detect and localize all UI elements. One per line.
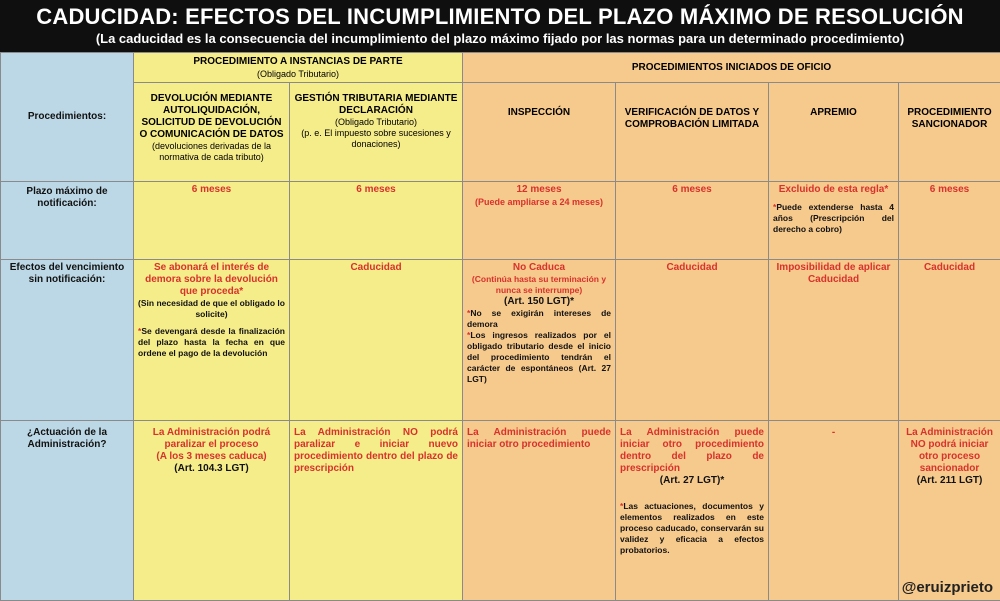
actuacion-devolucion: La Administración podrá paralizar el proceso (A los 3 meses caduca) (Art. 104.3 LGT) [134,421,290,601]
efectos-inspeccion-note2: *Los ingresos realizados por el obligado tributario desde el inicio del procedimiento tendrán el carácter de espontáneos (Art. 27 LGT) [467,330,611,385]
plazo-sancionador: 6 meses [899,182,1000,260]
proc-gestion-sub2: (p. e. El impuesto sobre sucesiones y donaciones) [294,128,458,150]
actuacion-inspeccion: La Administración puede iniciar otro procedimiento [463,421,616,601]
proc-inspeccion-title: INSPECCIÓN [467,107,611,119]
efectos-row [1,260,1000,421]
group-oficio-label: PROCEDIMIENTOS INICIADOS DE OFICIO [632,62,831,73]
group-parte-label: PROCEDIMIENTO A INSTANCIAS DE PARTE [193,56,402,67]
actuacion-sancionador: La Administración NO podrá iniciar otro proceso sancionador (Art. 211 LGT) [899,421,1000,601]
efectos-verificacion: Caducidad [616,260,769,421]
row-label-plazo: Plazo máximo de notificación: [1,182,134,260]
caducidad-table [0,52,1000,601]
row-label-procedimientos: Procedimientos: [1,53,134,182]
efectos-devolucion: Se abonará el interés de demora sobre la devolución que proceda* (Sin necesidad de que el obligado lo solicite) *Se devengará desde la finalización del plazo hasta la fecha en que ordene el pago de la devolución [134,260,290,421]
proc-gestion-sub1: (Obligado Tributario) [294,117,458,128]
proc-devolucion-title: DEVOLUCIÓN MEDIANTE AUTOLIQUIDACIÓN, SOLICITUD DE DEVOLUCIÓN O COMUNICACIÓN DE DATOS [138,93,285,141]
actuacion-row [1,421,1000,601]
proc-sancionador-title: PROCEDIMIENTO SANCIONADOR [903,107,996,131]
page-title: CADUCIDAD: EFECTOS DEL INCUMPLIMIENTO DEL PLAZO MÁXIMO DE RESOLUCIÓN [0,0,1000,31]
actuacion-apremio: - [769,421,899,601]
proc-verificacion [616,83,769,182]
row-label-actuacion: ¿Actuación de la Administración? [1,421,134,601]
proc-gestion [290,83,463,182]
actuacion-gestion: La Administración NO podrá paralizar e iniciar nuevo procedimiento dentro del plazo de prescripción [290,421,463,601]
efectos-apremio: Imposibilidad de aplicar Caducidad [769,260,899,421]
actuacion-verificacion-note: *Las actuaciones, documentos y elementos realizados en este proceso caducado, conservarán su validez y eficacia a efectos probatorios. [620,501,764,556]
proc-apremio [769,83,899,182]
group-header-row [1,53,1000,83]
plazo-devolucion: 6 meses [134,182,290,260]
plazo-verificacion: 6 meses [616,182,769,260]
group-parte [134,53,463,83]
proc-verificacion-title: VERIFICACIÓN DE DATOS Y COMPROBACIÓN LIMITADA [620,107,764,131]
page-subtitle: (La caducidad es la consecuencia del incumplimiento del plazo máximo fijado por las normas para un determinado procedimiento) [0,31,1000,47]
procedures-row [1,83,1000,182]
efectos-inspeccion: No Caduca (Continúa hasta su terminación y nunca se interrumpe) (Art. 150 LGT)* *No se exigirán intereses de demora *Los ingresos realizados por el obligado tributario desde el inicio del procedimiento tendrán el carácter de espontáneos (Art. 27 LGT) [463,260,616,421]
row-label-efectos: Efectos del vencimiento sin notificación: [1,260,134,421]
proc-inspeccion [463,83,616,182]
plazo-apremio-note: *Puede extenderse hasta 4 años (Prescripción del derecho a cobro) [773,202,894,235]
proc-devolucion [134,83,290,182]
efectos-devolucion-note: *Se devengará desde la finalización del plazo hasta la fecha en que ordene el pago de la devolución [138,326,285,359]
plazo-apremio: Excluido de esta regla* *Puede extenderse hasta 4 años (Prescripción del derecho a cobro) [769,182,899,260]
actuacion-verificacion: La Administración puede iniciar otro procedimiento dentro del plazo de prescripción (Art. 27 LGT)* *Las actuaciones, documentos y elementos realizados en este proceso caducado, conservarán su validez y eficacia a efectos probatorios. [616,421,769,601]
efectos-gestion: Caducidad [290,260,463,421]
group-oficio [463,53,1000,83]
proc-apremio-title: APREMIO [773,107,894,119]
efectos-sancionador: Caducidad [899,260,1000,421]
group-parte-sub: (Obligado Tributario) [138,68,458,80]
header-bar [0,0,1000,52]
plazo-row [1,182,1000,260]
proc-gestion-title: GESTIÓN TRIBUTARIA MEDIANTE DECLARACIÓN [294,93,458,117]
author-watermark: @eruizprieto [899,579,996,596]
proc-sancionador [899,83,1000,182]
plazo-gestion: 6 meses [290,182,463,260]
plazo-inspeccion: 12 meses (Puede ampliarse a 24 meses) [463,182,616,260]
efectos-inspeccion-note1: *No se exigirán intereses de demora [467,308,611,330]
proc-devolucion-sub: (devoluciones derivadas de la normativa de cada tributo) [138,141,285,163]
